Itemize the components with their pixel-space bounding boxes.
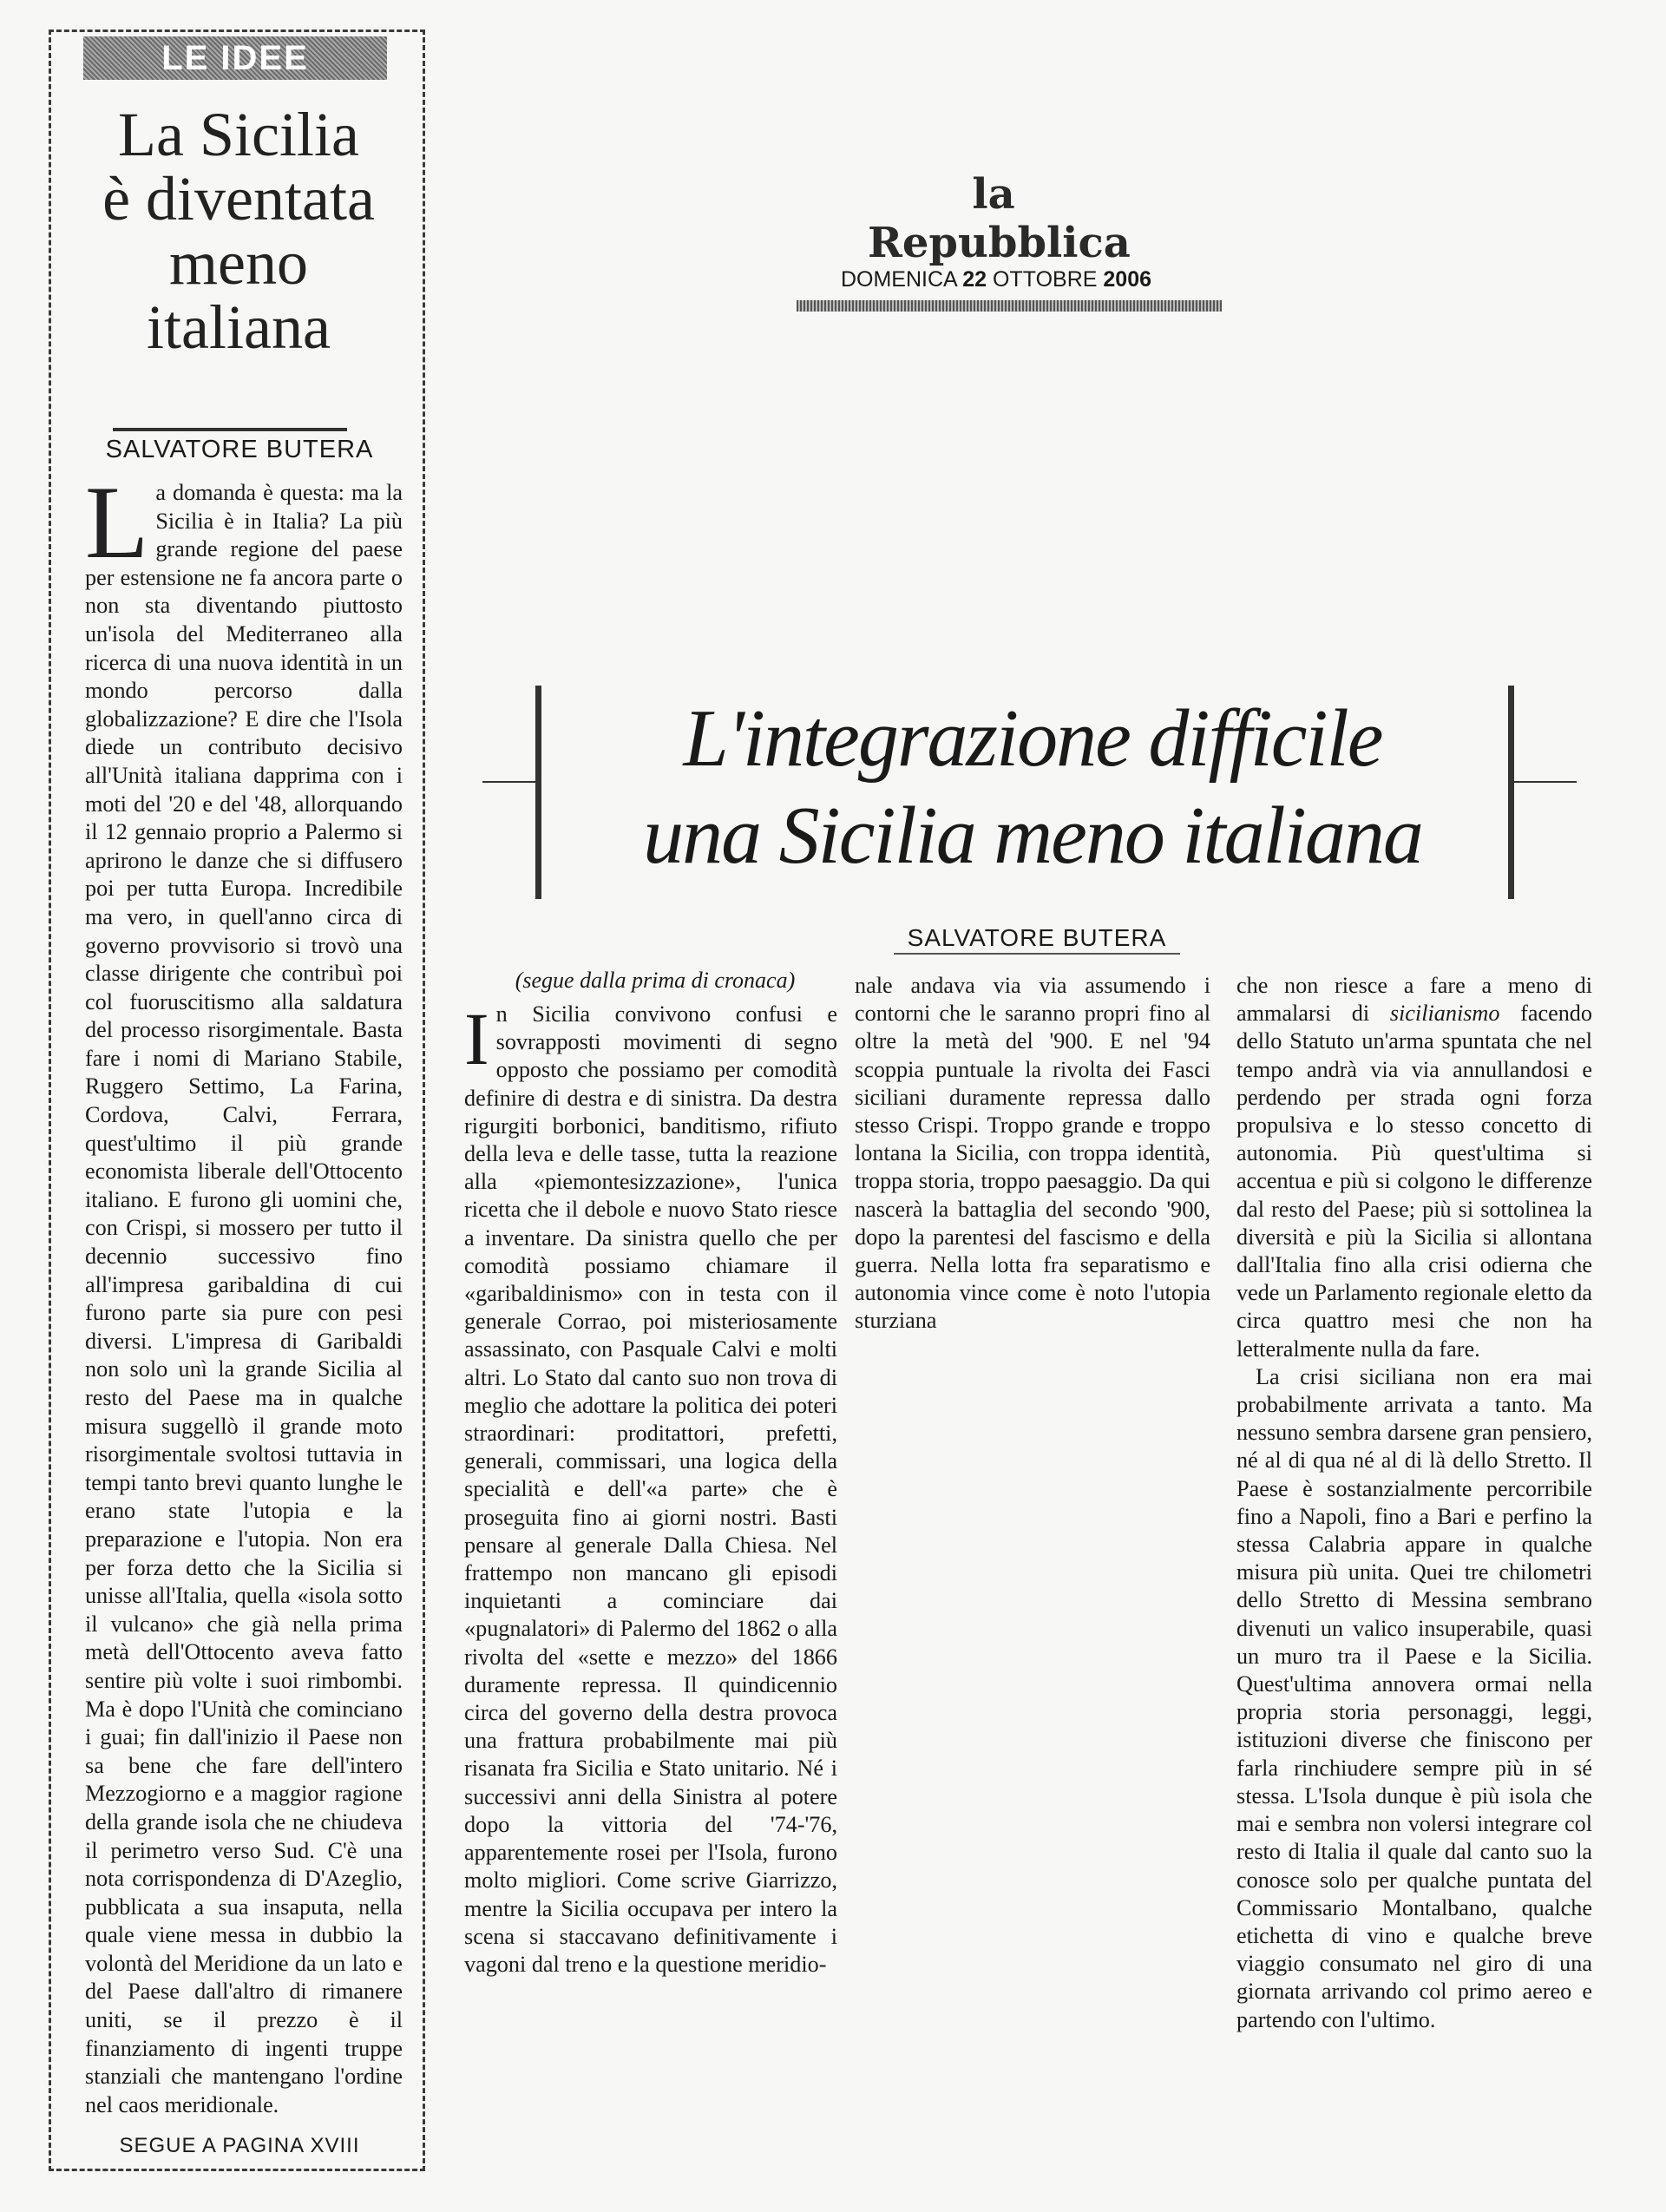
section-kicker: LE IDEE xyxy=(83,36,387,80)
headline-bar-left xyxy=(535,686,541,899)
sidebar-title-line: è diventata xyxy=(102,164,375,233)
article-column-3 xyxy=(1236,972,1592,2034)
masthead-rule xyxy=(797,300,1222,312)
column-3-text: facendo dello Statuto un'arma spuntata che nel tempo andrà via via annullandosi e perdendo per strada ogni forza propulsiva e lo stesso concetto di autonomia. Più quest'ultima si accentua e più si colgono le differenze dal resto del Paese; più si sottolinea la diversità e più la Sicilia si allontana dall'Italia fino alla crisi odierna che vede un Parlamento regionale eletto da circa quattro mesi che non ha letteralmente nulla da fare. xyxy=(1236,1001,1592,1362)
sidebar-divider xyxy=(113,428,347,431)
sidebar-continuation: SEGUE A PAGINA XVIII xyxy=(119,2134,360,2157)
newspaper-masthead: la Repubblica xyxy=(868,170,1131,267)
column-3-paragraph-1 xyxy=(1236,972,1592,1363)
sidebar-author: SALVATORE BUTERA xyxy=(105,436,374,463)
date-day: 22 xyxy=(962,267,987,292)
article-dropcap: I xyxy=(464,997,489,1080)
headline-line: una Sicilia meno italiana xyxy=(643,791,1422,881)
headline-bar-right xyxy=(1508,686,1514,899)
column-3-text: che non riesce a fare a meno di ammalarsi di xyxy=(1236,973,1592,1027)
headline-rule-right xyxy=(1514,781,1577,783)
article-headline xyxy=(564,690,1501,884)
column-3-emphasis: sicilianismo xyxy=(1389,1001,1500,1027)
date-year: 2006 xyxy=(1103,267,1152,292)
sidebar-body-text xyxy=(85,464,403,2119)
sidebar-dropcap: L xyxy=(85,464,149,580)
masthead-date xyxy=(797,267,1196,292)
column-1-text: n Sicilia convivono confusi e sovrapposti movimenti di segno opposto che possiamo per comodità definire di destra e di sinistra. Da destra rigurgiti borbonici, banditismo, rifiuto della leva e delle tasse, tutta la reazione alla «piemontesizzazione», l'unica ricetta che il debole e nuovo Stato riesce a inventare. Da sinistra quello che per comodità possiamo chiamare il «garibaldinismo» con in testa con il generale Corrao, poi misteriosamente assassinato, con Pasquale Calvi e molti altri. Lo Stato dal canto suo non trova di meglio che adottare la politica dei poteri straordinari: proditattori, prefetti, generali, commissari, una logica della specialità e dell'«a parte» che è proseguita fino ai giorni nostri. Basti pensare al generale Dalla Chiesa. Nel frattempo non mancano gli episodi inquietanti a cominciare dai «pugnalatori» di Palermo del 1862 o alla rivolta del «sette e mezzo» del 1866 duramente repressa. Il quindicennio circa del governo della destra provoca una frattura probabilmente mai più risanata fra Sicilia e Stato unitario. Né i successivi anni della Sinistra al potere dopo la vittoria del '74-'76, apparentemente rosei per l'Isola, furono molto migliori. Come scrive Giarrizzo, mentre la Sicilia occupava per intero la scena si staccavano definitivamente i vagoni dal treno e la questione meridio- xyxy=(464,1001,837,1977)
date-weekday: DOMENICA xyxy=(840,267,957,292)
sidebar-body-content: a domanda è questa: ma la Sicilia è in Italia? La più grande regione del paese per estensione ne fa ancora parte o non sta diventando piuttosto un'isola del Mediterraneo alla ricerca di una nuova identità in un mondo percorso dalla globalizzazione? E dire che l'Isola diede un contributo decisivo all'Unità italiana dapprima con i moti del '20 e del '48, allorquando il 12 gennaio proprio a Palermo si aprirono le danze che si diffusero poi per tutta Europa. Incredibile ma vero, in quell'anno circa di governo provvisorio si trovò una classe dirigente che contribuì poi col fuoruscitismo alla saldatura del processo risorgimentale. Basta fare i nomi di Mariano Stabile, Ruggero Settimo, La Farina, Cordova, Calvi, Ferrara, quest'ultimo il più grande economista liberale dell'Ottocento italiano. E furono gli uomini che, con Crispi, si mossero per tutto il decennio successivo fino all'impresa garibaldina di cui furono parte sia pure con pesi diversi. L'impresa di Garibaldi non solo unì la grande Sicilia al resto del Paese ma in qualche misura suggellò il grande moto risorgimentale svoltosi tuttavia in tempi tanto brevi quanto lunghe le erano state l'utopia e la preparazione e l'utopia. Non era per forza detto che la Sicilia si unisse all'Italia, quella «isola sotto il vulcano» che già nella prima metà dell'Ottocento aveva fatto sentire più volte i suoi rimbombi. Ma è dopo l'Unità che cominciano i guai; fin dall'inizio il Paese non sa bene che fare dell'intero Mezzogiorno e a maggior ragione della grande isola che ne chiudeva il perimetro verso Sud. C'è una nota corrispondenza di D'Azeglio, pubblicata a sua insaputa, nella quale viene messa in dubbio la volontà del Meridione da un lato e del Paese dall'altro di rimanere uniti, se il prezzo è il finanziamento di ingenti truppe stanziali che mantengano l'ordine nel caos meridionale. xyxy=(85,480,403,2117)
article-column-1 xyxy=(464,997,837,1979)
headline-rule-left xyxy=(482,781,536,783)
column-3-paragraph-2: La crisi siciliana non era mai probabilmente arrivata a tanto. Ma nessuno sembra darsene gran pensiero, né al di qua né al di là dello Stretto. Il Paese è sostanzialmente percorribile fino a Napoli, fino a Bari e perfino la stessa Calabria appare in qualche misura più unita. Quei tre chilometri dello Stretto di Messina sembrano divenuti un valico insuperabile, quasi un muro tra il Paese e la Sicilia. Quest'ultima annovera ormai nella propria storia personaggi, leggi, istituzioni diverse che finiscono per farla rinchiudere sempre più in sé stessa. L'Isola dunque è più isola che mai e sembra non volersi integrare col resto di Italia il quale dal canto suo la conosce solo per qualche puntata del Commissario Montalbano, qualche etichetta di vino e qualche breve viaggio consumato nel giro di una giornata arrivando col primo aereo e partendo con l'ultimo. xyxy=(1236,1363,1592,2032)
headline-line: L'integrazione difficile xyxy=(683,693,1382,784)
sidebar-title-line: meno xyxy=(169,228,308,298)
article-author: SALVATORE BUTERA xyxy=(907,924,1167,951)
date-month: OTTOBRE xyxy=(993,267,1098,292)
sidebar-title xyxy=(61,100,416,362)
author-underline xyxy=(894,953,1180,955)
sidebar-title-line: La Sicilia xyxy=(118,100,359,169)
sidebar-title-line: italiana xyxy=(147,292,331,362)
column-2-text: nale andava via via assumendo i contorni che le saranno propri fino al oltre la metà del '900. E nel '94 scoppia puntuale la rivolta dei Fasci siciliani duramente repressa dallo stesso Crispi. Troppo grande e troppo lontana la Sicilia, con troppa identità, troppa storia, troppo paesaggio. Da qui nascerà la battaglia del secondo '900, dopo la parentesi del fascismo e della guerra. Nella lotta fra separatismo e autonomia vince come è noto l'utopia sturziana xyxy=(855,973,1210,1334)
continuation-note: (segue dalla prima di cronaca) xyxy=(515,968,796,993)
article-column-2 xyxy=(855,972,1210,1336)
